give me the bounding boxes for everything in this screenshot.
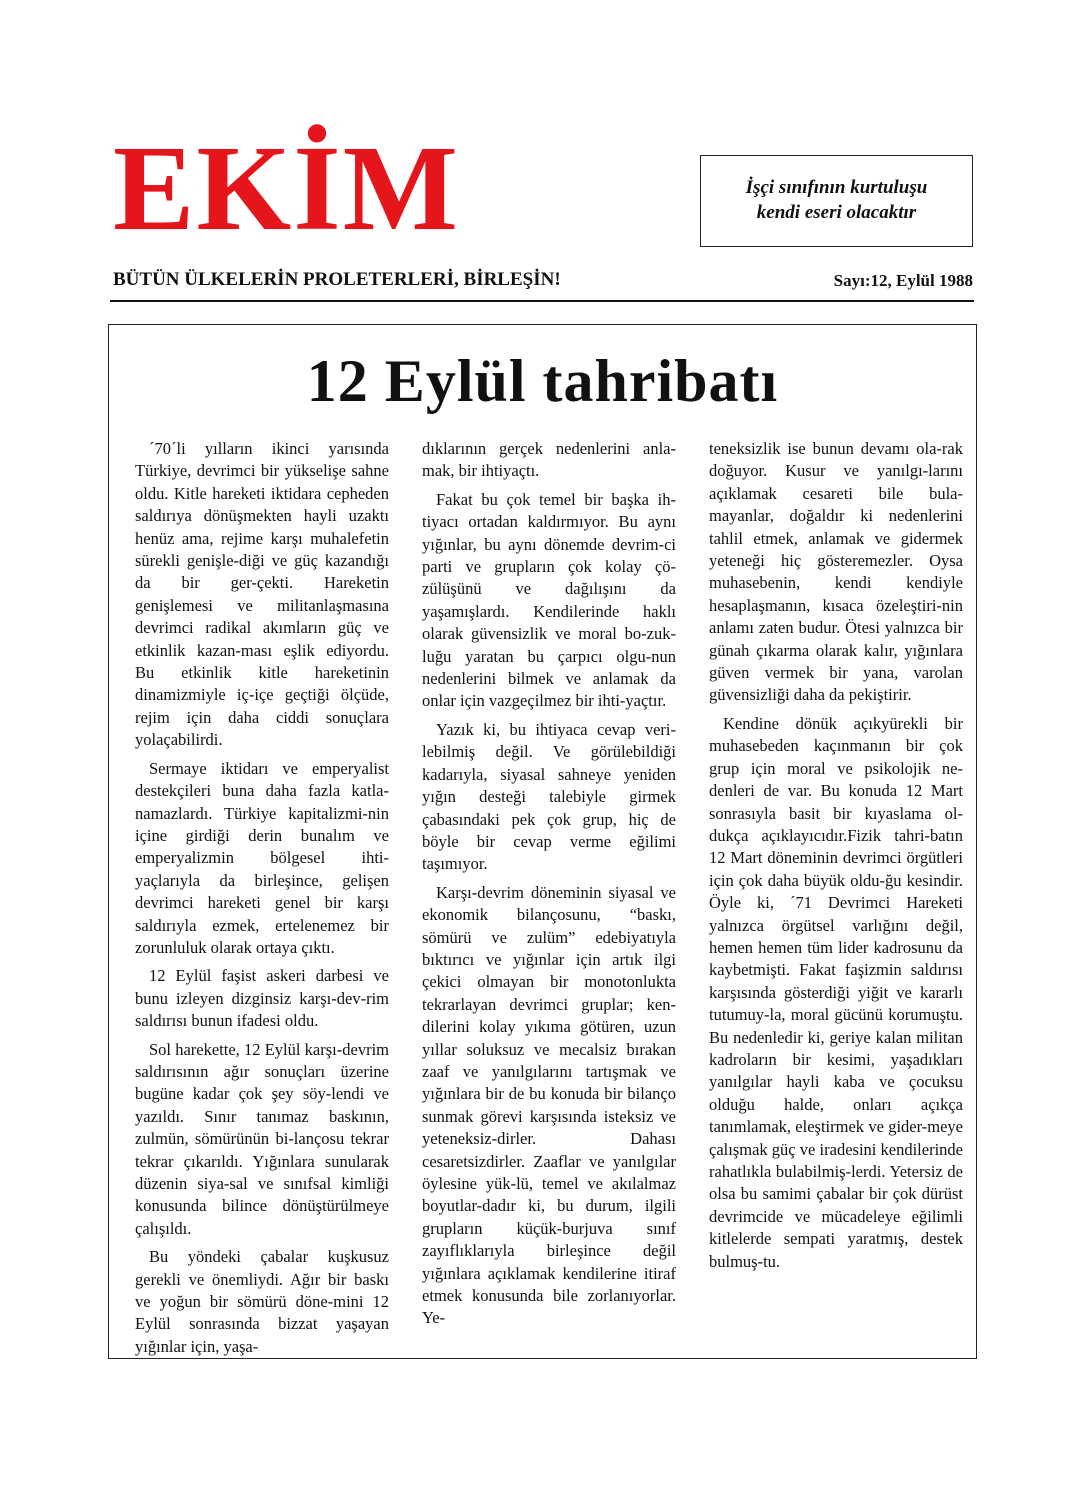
article-column-3	[709, 438, 963, 1364]
article-paragraph: Fakat bu çok temel bir başka ih-tiyacı ortadan kaldırmıyor. Bu aynı yığınlar, bu aynı dönemde devrim-ci parti ve grupların çok kolay çö-zülüşünü ve dağılışını da yaşamışlardı. Kendilerinde haklı olarak güvensizlik ve moral bo-zuk-luğu yaratan bu çarpıcı olgu-nun nedenlerini bilmek ve anlamak da onlar için vazgeçilmez bir ihti-yaçtır.	[422, 489, 676, 711]
article-paragraph: Kendine dönük açıkyürekli bir muhasebeden kaçınmanın bir çok grup için moral ve psikolojik ne-denleri de var. Bu konuda 12 Mart sonrasıyla basit bir kıyaslama ol-dukça açıklayıcıdır.Fizik tahri-batın 12 Mart döneminin devrimci örgütleri için çok daha büyük oldu-ğu kesindir. Öyle ki, ´71 Devrimci Hareketi yalnızca örgütsel varlığını değil, hemen hemen tüm lider kadrosunu da kaybetmişti. Fakat faşizmin saldırısı karşısında gösterdiği yiğit ve kararlı tutumuy-la, moral gücünü korumuştu. Bu nedenledir ki, geriye kalan militan kadroların bir kesimi, yaşadıkları yanılgılar hayli kaba ve çocuksu olduğu halde, onları açıkça tanımlamak, eleştirmek ve gider-meye çalışmak güç ve iradesini kendilerinde rahatlıkla bulabilmiş-lerdi. Yetersiz de olsa bu samimi çabalar bir çok dürüst devrimcide ve mücadeleye eğilimli kitlelerde sempati yaratmış, destek bulmuş-tu.	[709, 713, 963, 1271]
article-frame	[108, 324, 977, 1359]
article-paragraph: 12 Eylül faşist askeri darbesi ve bunu izleyen dizginsiz karşı-dev-rim saldırısı bunun ifadesi oldu.	[135, 966, 389, 1031]
article-columns	[135, 438, 963, 1364]
article-paragraph: teneksizlik ise bunun devamı ola-rak doğuyor. Kusur ve yanılgı-larını açıklamak cesareti bile bula-mayanlar, doğaldır ki nedenlerini tahlil etmek, anlamak ve gidermek yeteneği hiç gösteremezler. Oysa muhasebenin, kendi kendiyle hesaplaşmanın, kısaca özeleştiri-nin anlamı zaten budur. Ötesi yalnızca bir günah çıkarma olarak kalır, yığınlara güven vermek bir yana, varolan güvensizliği daha da pekiştirir.	[709, 439, 963, 705]
article-headline: 12 Eylül tahribatı	[306, 348, 779, 414]
slogan: BÜTÜN ÜLKELERİN PROLETERLERİ, BİRLEŞİN!	[113, 269, 561, 290]
article-paragraph: Yazık ki, bu ihtiyaca cevap veri-lebilmiş değil. Ve görülebildiği kadarıyla, siyasal sahneye yeniden yığın desteği talebiyle girmek çabasındaki pek çok grup, hiç de böyle bir cevap verme eğilimi taşımıyor.	[422, 719, 676, 874]
article-column-2	[422, 438, 676, 1364]
article-paragraph: dıklarının gerçek nedenlerini anla-mak, bir ihtiyaçtı.	[422, 439, 676, 481]
article-paragraph: Bu yöndeki çabalar kuşkusuz gerekli ve önemliydi. Ağır bir baskı ve yoğun bir sömürü döne-mini 12 Eylül sonrasında bizzat yaşayan yığınlar için, yaşa-	[135, 1247, 389, 1356]
motto-line-1: İşçi sınıfının kurtuluşu	[745, 177, 928, 199]
motto-line-2: kendi eseri olacaktır	[756, 202, 917, 223]
article-column-1	[135, 438, 389, 1364]
masthead-logo: EKİM	[113, 121, 460, 256]
motto-box	[700, 155, 973, 247]
article-paragraph: Karşı-devrim döneminin siyasal ve ekonomik bilançosunu, “baskı, sömürü ve zulüm” edebiyatıyla bıktırıcı ve yığınlar için artık ilgi çekici olmayan bir monotonlukta tekrarlayan devrimci gruplar; ken-dilerini kolay yıkıma götüren, uzun yıllar soluksuz ve mecalsiz bırakan zaaf ve yanılgılarını tartışmak ve yığınlara bir de bu konuda bir bilanço sunmak görevi karşısında isteksiz ve yeteneksiz-dirler. Dahası cesaretsizdirler. Zaaflar ve yanılgılar öylesine yük-lü, temel ve akılalmaz boyutlar-dadır ki, bu durum, ilgili grupların küçük-burjuva sınıf zayıflıklarıyla birleşince değil yığınlara açıklamak kendilerine itiraf etmek konusunda bile zorlanıyorlar. Ye-	[422, 882, 676, 1328]
masthead-divider	[110, 300, 974, 302]
issue-number: Sayı:12, Eylül 1988	[833, 271, 973, 290]
article-paragraph: Sol harekette, 12 Eylül karşı-devrim saldırısının ağır sonuçları üzerine bugüne kadar çok şey söy-lendi ve yazıldı. Sınır tanımaz baskının, zulmün, sömürünün bi-lançosu tekrar tekrar çıkarıldı. Yığınlara sunularak düzenin siya-sal ve sınıfsal kimliği konusunda bilince dönüştürülmeye çalışıldı.	[135, 1039, 389, 1238]
article-paragraph: ´70´li yılların ikinci yarısında Türkiye, devrimci bir yükselişe sahne oldu. Kitle hareketi iktidara cepheden saldırıya dönüşmekten hayli uzaktı henüz ama, rejime karşı muhalefetin sürekli genişle-diği ve güç kazandığı da bir ger-çekti. Hareketin genişlemesi ve militanlaşmasına devrimci radikal akımların güç ve etkinlik kazan-ması eşlik ediyordu. Bu etkinlik kitle hareketinin dinamizmiyle iç-içe geçtiği ölçüde, rejim için daha ciddi sonuçlara yolaçabilirdi.	[135, 439, 389, 750]
article-paragraph: Sermaye iktidarı ve emperyalist destekçileri buna daha fazla katla-namazlardı. Türkiye kapitalizmi-nin içine girdiği derin bunalım ve emperyalizmin bölgesel ihti-yaçlarıyla da birleşince, gelişen devrimci hareketi genel bir karşı saldırıyla ezmek, ertelenemez bir zorunluluk olarak ortaya çıktı.	[135, 758, 389, 957]
